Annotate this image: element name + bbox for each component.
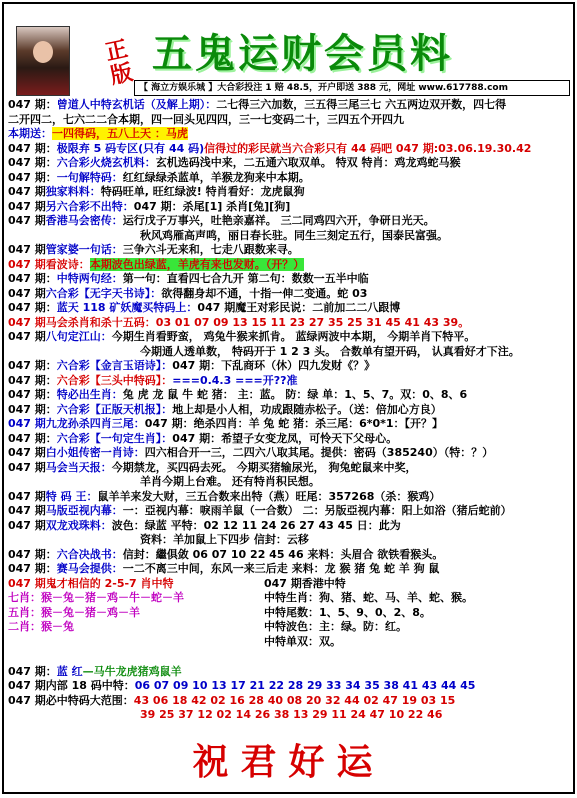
line-28: 047 期特 码 王：鼠羊羊来发大财，三五合数来出特（燕）旺尾：357268（杀：猴鸡） (8, 489, 441, 503)
line-10: 秋风鸡雁高声鸣，丽日春长驻。同生三刻定五行，国泰民富强。 (140, 228, 448, 242)
line-30: 047 期双龙戏珠料：波色：绿蓝 平特：02 12 11 24 26 27 43 45 日：此为 (8, 518, 401, 532)
line-19: 047 期：六合彩【金言玉语诗】：047 期：下乱商环（休）四九发财《？》 (8, 359, 376, 372)
line-27: 羊肖今期上台难。 还有特肖积民想。 (140, 475, 320, 488)
two-column-block (8, 577, 570, 665)
genuine-seal: 正版 (103, 35, 136, 90)
line-23: 047 期九龙孙杀四肖三尾：047 期：绝杀四肖：羊 兔 蛇 猪：杀三尾：6*0*1：【开？】 (8, 417, 444, 430)
line-16: 047 期马会杀肖和杀十五码：03 01 07 09 13 15 11 23 27 35 25 31 45 41 43 39。 (8, 315, 470, 329)
line-14: 047 期六合彩【无字天书诗】：欲得翻身却不通，十指一伸二变通。蛇 03 (8, 286, 368, 300)
ghost-block (8, 577, 258, 635)
ghost-two: 二肖：猴－兔 (8, 620, 74, 633)
line-20: 047 期：六合彩【三头中特码】：===0.4.3 ===开??准 (8, 373, 298, 387)
hk-zodiac: 中特生肖：狗、猪、蛇、马、羊、蛇、猴。 (264, 591, 473, 604)
hk-color: 中特波色：主：绿。防：红。 (264, 620, 407, 633)
line-18: 今期通人透单数， 特码开于 1 2 3 头。 合数单有望开码， 认真看好才下注。 (140, 344, 520, 358)
line-2: 二开四二，七六二二合本期，四一回头见四四，三一七变码二十，三四五个开四九 (8, 112, 404, 126)
ghost-seven: 七肖：猴－兔－猪－鸡－牛－蛇－羊 (8, 591, 184, 604)
line-25: 047 期白小姐传密一肖诗：四六相合开一三，二四六八取其尾。提供：密码（385240）（特：？） (8, 446, 494, 459)
line-11: 047 期管家婆一句话：三争六斗无来和，七走八跟数来寻。 (8, 243, 299, 256)
page (2, 2, 575, 794)
hk-block (264, 577, 564, 650)
line-29: 047 期马版亞视内幕：一：亞视内幕：唳雨羊鼠（一合数） 二：另版亞视内幕：阳上如浴（猪后蛇前） (8, 504, 512, 517)
line-21: 047 期：特必出生肖：兔 虎 龙 鼠 牛 蛇 猪： 主：蓝。 防：绿 单：1、5、7。双：0、8、6 (8, 388, 468, 401)
portrait-face (33, 41, 53, 63)
ad-bar: 【 海立方娱乐城 】大合彩投注 1 赔 48.5，开户即送 388 元，网址 www.617788.com (134, 80, 570, 96)
line-7: 047 期独家料料：特码旺单, 旺红绿波! 特肖看好：龙虎鼠狗 (8, 185, 305, 198)
header (4, 4, 573, 98)
content-body (8, 98, 570, 723)
hk-tail: 中特尾数：1、5、9、0、2、8。 (264, 605, 431, 619)
line-32: 047 期：六合决战书：信封：繼俱敛 06 07 10 22 45 46 来料：头眉合 欲铁看猴头。 (8, 547, 444, 561)
tail-line-2: 047 期内部 18 码中特：06 07 09 10 13 17 21 22 28 29 33 34 35 38 41 43 44 45 (8, 679, 476, 692)
footer-blessing: 祝君好运 (192, 741, 385, 783)
tail-line-3: 047 期必中特码大范围：43 06 18 42 02 16 28 40 08 20 32 44 02 47 19 03 15 (8, 693, 456, 707)
tail-line-4: 39 25 37 12 02 14 26 38 13 29 11 24 47 10 22 46 (140, 708, 443, 721)
hk-parity: 中特单双：双。 (264, 634, 341, 648)
line-17: 047 期八句定江山：今期生肖看野蛮， 鸡兔牛猴来抓肯。 蓝绿两波中本期， 今期羊肖下特平。 (8, 330, 476, 343)
line-22: 047 期：六合彩【正版天机报】：地上却是小人相，功成跟随赤松子。（送：倍加心方良） (8, 402, 442, 416)
line-24: 047 期：六合彩【一句定生肖】：047 期：希望子女变龙凤，可怜天下父母心。 (8, 431, 398, 445)
line-3: 本期送：一四得码，五八上天 ：马虎 (8, 127, 188, 140)
hk-title: 047 期香港中特 (264, 576, 346, 590)
tail-line-1: 047 期：蓝 红—马牛龙虎猪鸡鼠羊 (8, 664, 182, 678)
line-26: 047 期马会当天报：今期禁龙，买四码去死。 今期买猪输尿光， 狗兔蛇鼠来中奖， (8, 460, 417, 474)
line-12: 047 期看波诗：本期波色出绿蓝，羊虎有来也发财。（开？） (8, 257, 305, 271)
line-8: 047 期另六合彩不出特：047 期：杀尾[1] 杀肖[兔][狗] (8, 199, 291, 213)
page-title: 五鬼运财会员料 (152, 31, 453, 77)
line-5: 047 期：六合彩火烧玄机料：玄机选码浅中来，二五通六取双单。 特双 特肖：鸡龙鸡蛇马猴 (8, 156, 461, 169)
portrait-photo (16, 26, 70, 96)
line-13: 047 期：中特两句经：第一句：直看四七合九开 第二句：数数一五半中临 (8, 272, 369, 285)
line-6: 047 期：一句解特码：红红绿绿杀蓝单，羊猴龙狗来中本期。 (8, 170, 310, 184)
line-15: 047 期：蓝天 118 矿妖魔买特码上：047 期魔王对彩民说：二前加二二八跟博 (8, 301, 401, 314)
ghost-title: 047 期鬼才相信的 2-5-7 肖中特 (8, 576, 174, 590)
line-1: 047 期：曾道人中特玄机话（及解上期）：二七得三六加数，三五得三尾三七 六五两边双开数，四七得 (8, 98, 507, 111)
line-33: 047 期：赛马会提供：一二不离三中间，东风一来三后走 来料：龙 猴 猪 兔 蛇 羊 狗 鼠 (8, 562, 440, 575)
ghost-five: 五肖：猴－兔－猪－鸡－羊 (8, 605, 140, 619)
line-4: 047 期：极限弃 5 码专区(只有 44 码)信得过的彩民就当六合彩只有 44 码吧 047 期:03.06.19.30.42 (8, 141, 532, 155)
line-9: 047 期香港马会密传：运行戊子万事兴，吐艳亲嘉祥。 三二同鸡四六开，争研日光天。 (8, 214, 435, 227)
line-31: 资料：羊加鼠上下四步 信封：云移 (140, 533, 309, 546)
